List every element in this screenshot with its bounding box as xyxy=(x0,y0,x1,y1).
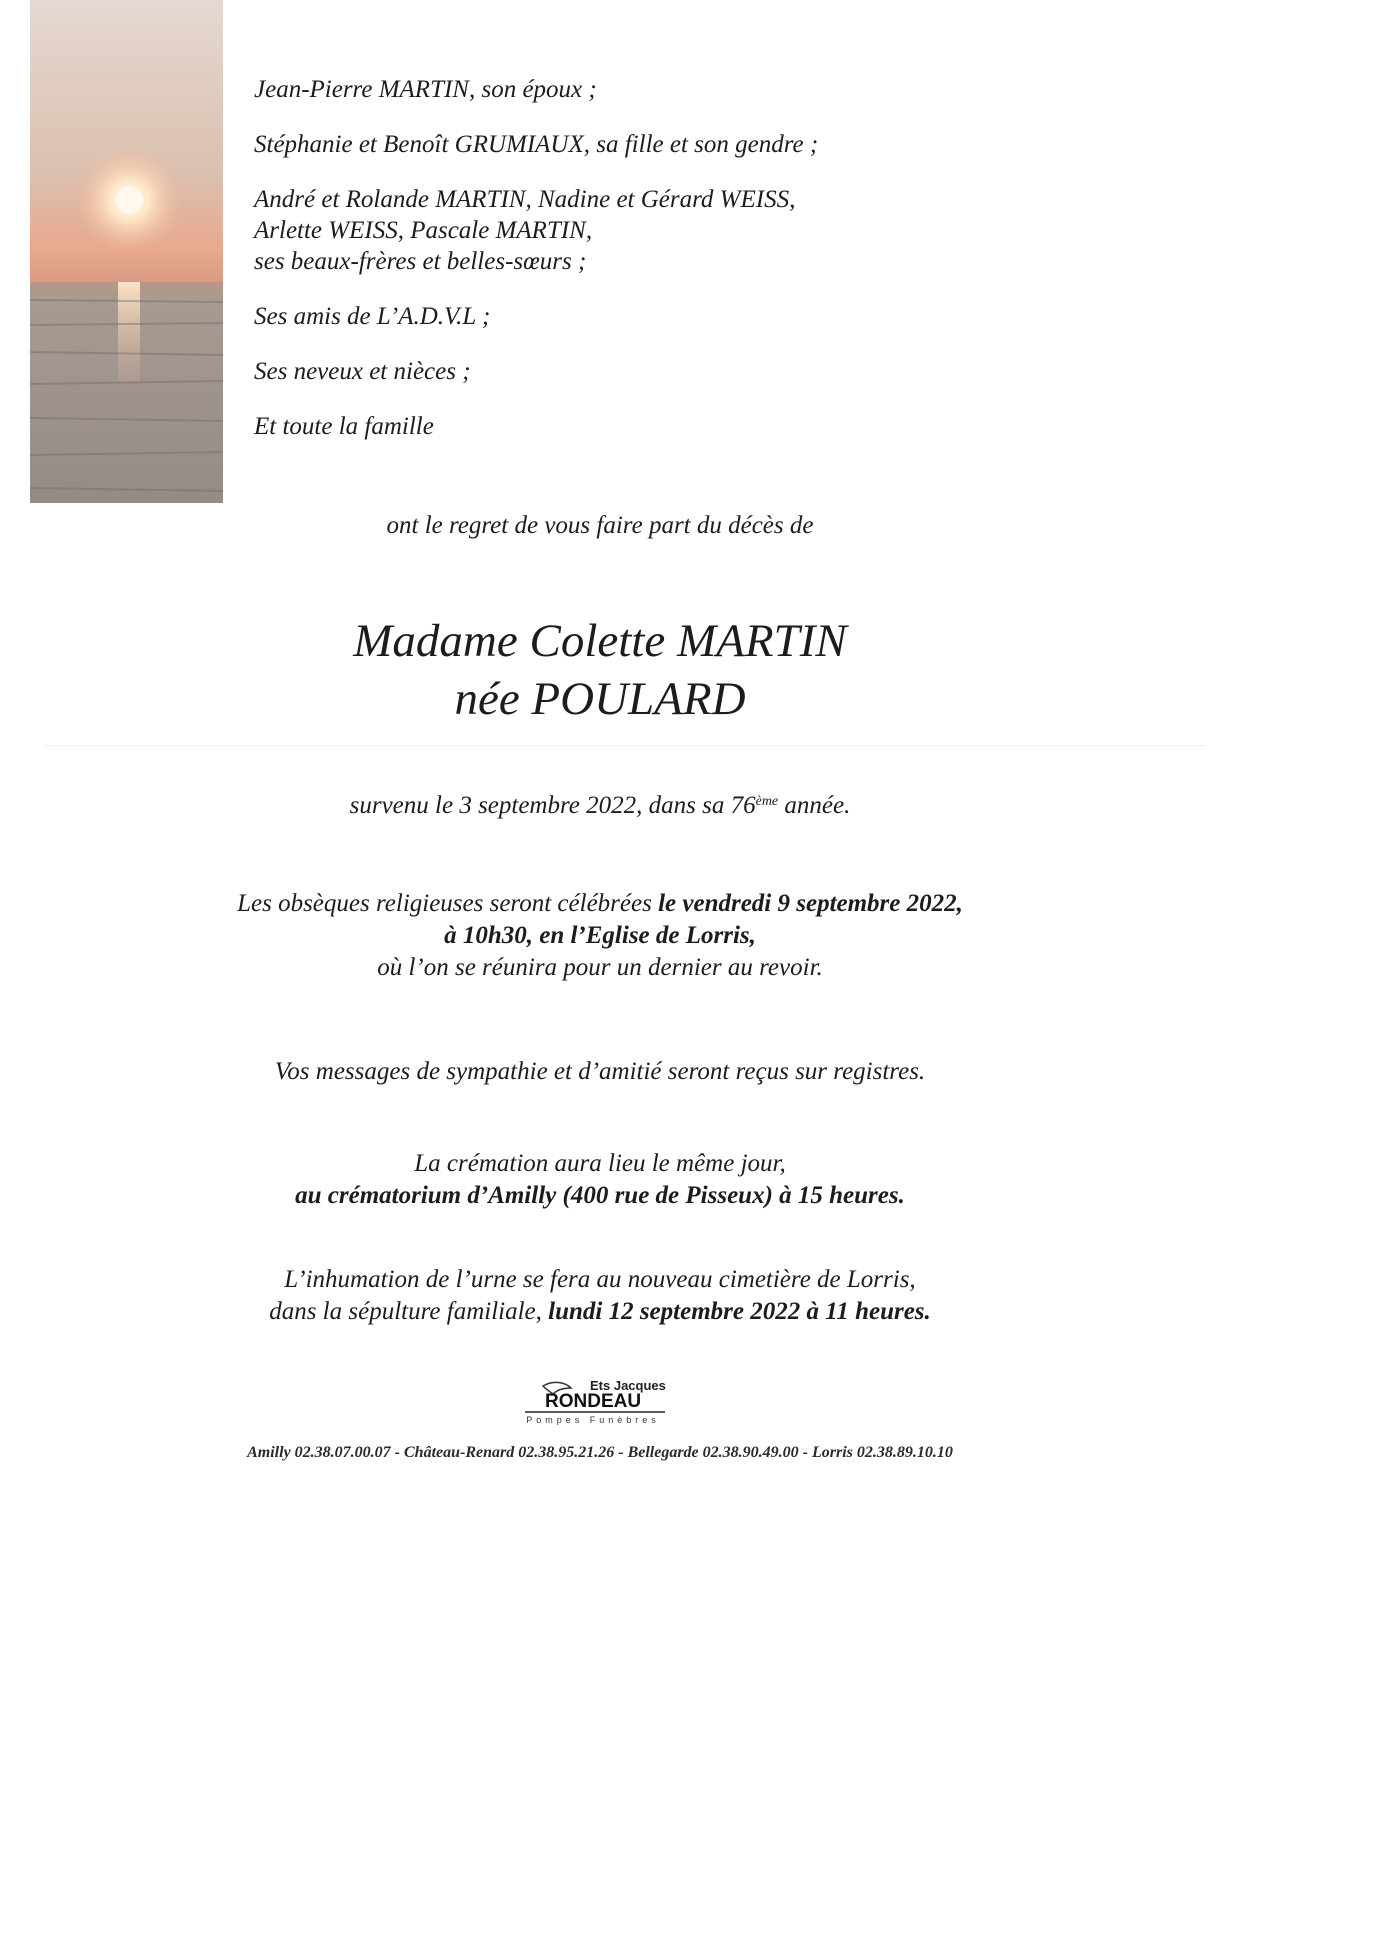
inhumation-paragraph xyxy=(0,1264,1200,1328)
logo-tagline: Pompes Funèbres xyxy=(526,1415,660,1425)
contact-phones: Amilly 02.38.07.00.07 - Château-Renard 02.38.95.21.26 - Bellegarde 02.38.90.49.00 - Lorris 02.38.89.10.10 xyxy=(247,1444,953,1461)
cremation-details: au crématorium d’Amilly (400 rue de Pisseux) à 15 heures. xyxy=(295,1182,905,1209)
sunset-sea-photo xyxy=(30,0,223,503)
deceased-name-line2: née POULARD xyxy=(454,673,746,725)
condolence-messages: Vos messages de sympathie et d’amitié seront reçus sur registres. xyxy=(274,1058,926,1085)
family-line-friends: Ses amis de L’A.D.V.L ; xyxy=(254,303,491,330)
funeral-intro: Les obsèques religieuses seront célébrées xyxy=(237,890,659,917)
family-line-siblings-a: André et Rolande MARTIN, Nadine et Gérard WEISS, xyxy=(254,186,796,213)
deceased-name-line1: Madame Colette MARTIN xyxy=(353,615,847,667)
family-list xyxy=(254,74,1054,466)
death-date-end: année. xyxy=(778,792,851,819)
logo-small-text: Ets Jacques xyxy=(590,1378,666,1393)
deceased-name xyxy=(0,612,1200,728)
death-date-text: survenu le 3 septembre 2022, dans sa 76 xyxy=(349,792,756,819)
family-line-nephews: Ses neveux et nièces ; xyxy=(254,358,471,385)
inhumation-date: lundi 12 septembre 2022 à 11 heures. xyxy=(548,1298,931,1325)
funeral-paragraph xyxy=(0,888,1200,984)
family-line-all: Et toute la famille xyxy=(254,413,434,440)
death-date-sup: ème xyxy=(755,794,779,809)
cremation-intro: La crémation aura lieu le même jour, xyxy=(414,1150,786,1177)
regret-line: ont le regret de vous faire part du décès de xyxy=(386,512,814,539)
funeral-time-place: à 10h30, en l’Eglise de Lorris, xyxy=(444,922,756,949)
funeral-farewell: où l’on se réunira pour un dernier au revoir. xyxy=(377,954,823,981)
divider xyxy=(45,745,1205,746)
cremation-paragraph xyxy=(0,1148,1200,1212)
family-line-siblings-in-law xyxy=(254,184,1054,277)
family-line-siblings-b: Arlette WEISS, Pascale MARTIN, xyxy=(254,217,593,244)
death-date-line xyxy=(0,790,1200,822)
family-line-siblings-c: ses beaux-frères et belles-sœurs ; xyxy=(254,248,587,275)
family-line-spouse: Jean-Pierre MARTIN, son époux ; xyxy=(254,76,597,103)
logo-brand: RONDEAU xyxy=(545,1391,642,1412)
funeral-home-logo xyxy=(505,1378,681,1440)
inhumation-place: dans la sépulture familiale, xyxy=(269,1298,549,1325)
inhumation-intro: L’inhumation de l’urne se fera au nouveau cimetière de Lorris, xyxy=(284,1266,916,1293)
funeral-date: le vendredi 9 septembre 2022, xyxy=(658,890,963,917)
family-line-daughter: Stéphanie et Benoît GRUMIAUX, sa fille et son gendre ; xyxy=(254,131,819,158)
